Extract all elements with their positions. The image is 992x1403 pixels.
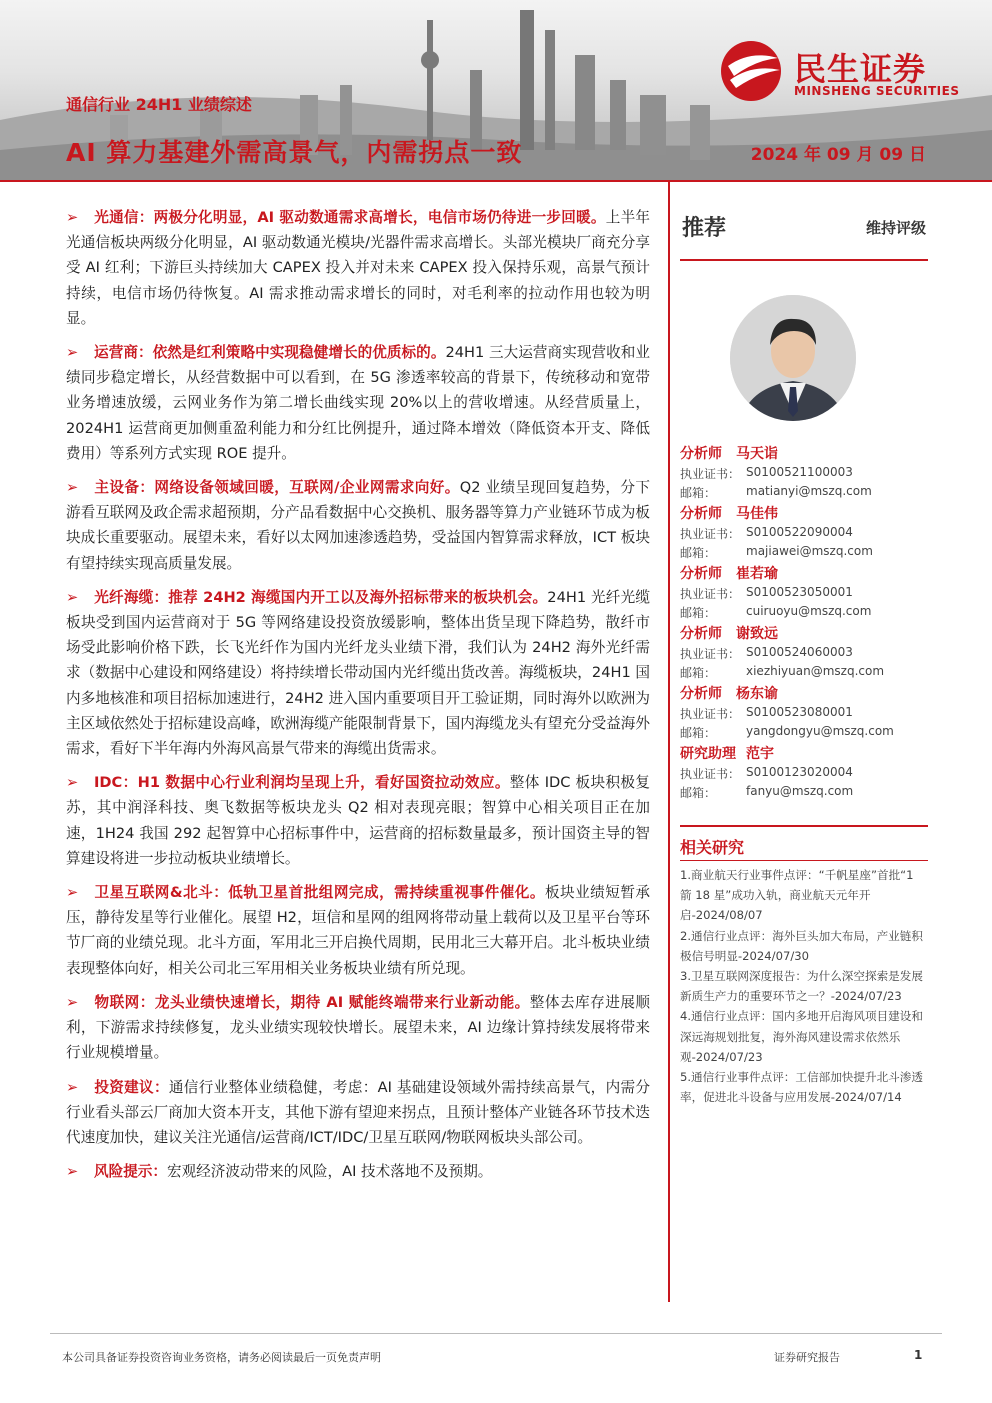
email-label: 邮箱： bbox=[680, 486, 717, 500]
analyst-entry bbox=[680, 563, 928, 623]
analyst-portrait-image bbox=[730, 295, 856, 421]
footer-report-type: 证券研究报告 bbox=[774, 1351, 840, 1364]
cert-label: 执业证书： bbox=[680, 587, 741, 601]
cert-number: S0100521100003 bbox=[746, 465, 853, 479]
analyst-email[interactable]: yangdongyu@mszq.com bbox=[746, 724, 894, 738]
analyst-role: 分析师 bbox=[680, 446, 722, 462]
analyst-name: 马天诣 bbox=[736, 446, 778, 462]
main-content bbox=[66, 205, 650, 1193]
analyst-name: 杨东谕 bbox=[736, 686, 778, 702]
paragraph-body: 整体 IDC 板块积极复苏，其中润泽科技、奥飞数据等板块龙头 Q2 相对表现亮眼；智算中心相关项目正在加速，1H24 我国 292 起智算中心招标事件中，运营商的招标数量最多，预计国资主导的智算建设将进一步拉动板块业绩增长。 bbox=[66, 774, 650, 867]
logo-english-name: MINSHENG SECURITIES bbox=[794, 84, 960, 98]
footer-disclaimer: 本公司具备证券投资咨询业务资格，请务必阅读最后一页免责声明 bbox=[62, 1351, 381, 1364]
analyst-role: 分析师 bbox=[680, 506, 722, 522]
analyst-role: 分析师 bbox=[680, 686, 722, 702]
bullet-arrow-icon: ➢ bbox=[66, 209, 79, 226]
analyst-list bbox=[680, 443, 928, 803]
rating-label: 推荐 bbox=[682, 216, 727, 241]
cert-label: 执业证书： bbox=[680, 647, 741, 661]
related-research bbox=[680, 825, 928, 1107]
paragraph-highlight: 主设备：网络设备领域回暖，互联网/企业网需求向好。 bbox=[94, 479, 460, 497]
analyst-entry bbox=[680, 743, 928, 803]
paragraph-highlight: 光通信：两极分化明显，AI 驱动数通需求高增长，电信市场仍待进一步回暖。 bbox=[94, 209, 606, 226]
analyst-email[interactable]: matianyi@mszq.com bbox=[746, 484, 872, 498]
paragraph-body: 宏观经济波动带来的风险，AI 技术落地不及预期。 bbox=[166, 1163, 493, 1181]
footer-divider bbox=[50, 1333, 942, 1334]
report-date: 2024 年 09 月 09 日 bbox=[750, 145, 926, 165]
cert-label: 执业证书： bbox=[680, 767, 741, 781]
sidebar bbox=[680, 205, 928, 1105]
email-label: 邮箱： bbox=[680, 546, 717, 560]
paragraph-highlight: 风险提示： bbox=[94, 1163, 167, 1181]
paragraph-body: 整体去库存进展顺利，下游需求持续修复，龙头业绩实现较快增长。展望未来，AI 边缘计算持续发展将带来行业规模增量。 bbox=[66, 993, 650, 1062]
header-banner bbox=[0, 0, 992, 180]
analyst-name: 谢致远 bbox=[736, 626, 778, 642]
paragraph-body: 上半年光通信板块两级分化明显，AI 驱动数通光模块/光器件需求高增长。头部光模块厂商充分享受 AI 红利；下游巨头持续加大 CAPEX 投入并对未来 CAPEX 投入保持乐观，高景气预计持续，电信市场仍待恢复。AI 需求推动需求增长的同时，对毛利率的拉动作用也较为明显。 bbox=[66, 209, 650, 327]
paragraph-body: 24H1 光纤光缆板块受到国内运营商对于 5G 等网络建设投资放缓影响，整体出货呈现下降趋势，散纤市场受此影响价格下跌，长飞光纤作为国内光纤龙头业绩下滑，我们认为 24H2 海外光纤需求（数据中心建设和网络建设）将持续增长带动国内光纤缆出货改善。海缆板块，24H1 国内多地核准和项目招标加速进行，24H2 进入国内重要项目开工验证期，同时海外以欧洲为主区域依然处于招标建设高峰，欧洲海缆产能限制背景下，国内海缆龙头有望充分受益海外需求，看好下半年海内外海风高景气带来的海缆出货需求。 bbox=[66, 588, 650, 758]
header-divider bbox=[0, 180, 992, 182]
analyst-email[interactable]: cuiruoyu@mszq.com bbox=[746, 604, 872, 618]
analyst-name: 崔若瑜 bbox=[736, 566, 778, 582]
analyst-name: 范宇 bbox=[746, 746, 774, 762]
cert-number: S0100523050001 bbox=[746, 585, 853, 599]
cert-number: S0100523080001 bbox=[746, 705, 853, 719]
paragraph-highlight: 投资建议： bbox=[94, 1078, 169, 1096]
research-item[interactable]: 3.卫星互联网深度报告：为什么深空探索是发展新质生产力的重要环节之一？-2024/07/23 bbox=[680, 969, 923, 1004]
paragraph-optical bbox=[66, 205, 650, 331]
rating-box bbox=[680, 205, 928, 261]
paragraph-investment bbox=[66, 1075, 650, 1151]
research-item[interactable]: 5.通信行业事件点评：工信部加快提升北斗渗透率，促进北斗设备与应用发展-2024/07/14 bbox=[680, 1070, 923, 1105]
cert-label: 执业证书： bbox=[680, 707, 741, 721]
paragraph-body: 通信行业整体业绩稳健，考虑：AI 基础建设领域外需持续高景气，内需分行业看头部云厂商加大资本开支，其他下游有望迎来拐点，且预计整体产业链各环节技术迭代速度加快，建议关注光通信/运营商/ICT/IDC/卫星互联网/物联网板块头部公司。 bbox=[66, 1078, 650, 1146]
column-divider bbox=[668, 182, 670, 1302]
cert-label: 执业证书： bbox=[680, 527, 741, 541]
analyst-role: 分析师 bbox=[680, 566, 722, 582]
cert-number: S0100524060003 bbox=[746, 645, 853, 659]
email-label: 邮箱： bbox=[680, 726, 717, 740]
bullet-arrow-icon: ➢ bbox=[66, 344, 79, 362]
email-label: 邮箱： bbox=[680, 666, 717, 680]
email-label: 邮箱： bbox=[680, 786, 717, 800]
analyst-entry bbox=[680, 683, 928, 743]
research-item[interactable]: 4.通信行业点评：国内多地开启海风项目建设和深远海规划批复，海外海风建设需求依然乐观-2024/07/23 bbox=[680, 1009, 923, 1064]
cert-number: S0100522090004 bbox=[746, 525, 853, 539]
research-item[interactable]: 2.通信行业点评：海外巨头加大布局，产业链积极信号明显-2024/07/30 bbox=[680, 928, 923, 963]
cert-label: 执业证书： bbox=[680, 467, 741, 481]
research-list bbox=[680, 865, 928, 1107]
paragraph-highlight: 运营商：依然是红利策略中实现稳健增长的优质标的。 bbox=[94, 344, 446, 362]
research-title: 相关研究 bbox=[680, 835, 928, 861]
analyst-role: 研究助理 bbox=[680, 746, 736, 762]
analyst-name: 马佳伟 bbox=[736, 506, 778, 522]
paragraph-body: Q2 业绩呈现回复趋势，分下游看互联网及政企需求超预期，分产品看数据中心交换机、服务器等算力产业链环节成为板块成长重要驱动。展望未来，看好以太网加速渗透趋势，受益国内智算需求释放，ICT 板块有望持续实现高质量发展。 bbox=[66, 479, 650, 572]
analyst-entry bbox=[680, 623, 928, 683]
paragraph-fiber-cable bbox=[66, 585, 650, 761]
analyst-email[interactable]: majiawei@mszq.com bbox=[746, 544, 873, 558]
bullet-arrow-icon: ➢ bbox=[66, 774, 79, 792]
analyst-email[interactable]: fanyu@mszq.com bbox=[746, 784, 854, 798]
analyst-entry bbox=[680, 443, 928, 503]
bullet-arrow-icon: ➢ bbox=[66, 1078, 79, 1096]
research-divider bbox=[680, 825, 928, 827]
bullet-arrow-icon: ➢ bbox=[66, 588, 79, 606]
email-label: 邮箱： bbox=[680, 606, 717, 620]
paragraph-satellite bbox=[66, 880, 650, 981]
report-subtitle: 通信行业 24H1 业绩综述 bbox=[66, 95, 252, 114]
bullet-arrow-icon: ➢ bbox=[66, 993, 79, 1011]
paragraph-highlight: 光纤海缆：推荐 24H2 海缆国内开工以及海外招标带来的板块机会。 bbox=[94, 588, 548, 606]
analyst-role: 分析师 bbox=[680, 626, 722, 642]
paragraph-equipment bbox=[66, 475, 650, 576]
paragraph-risk bbox=[66, 1159, 650, 1184]
paragraph-idc bbox=[66, 770, 650, 871]
page-number: 1 bbox=[914, 1348, 923, 1362]
paragraph-body: 24H1 三大运营商实现营收和业绩同步稳定增长，从经营数据中可以看到，在 5G 渗透率较高的背景下，传统移动和宽带业务增速放缓，云网业务作为第二增长曲线实现 20%以上的营收增速。从经营质量上，2024H1 运营商更加侧重盈利能力和分红比例提升，通过降本增效（降低资本开支、降低费用）等系列方式实现 ROE 提升。 bbox=[66, 344, 650, 462]
paragraph-highlight: IDC：H1 数据中心行业利润均呈现上升，看好国资拉动效应。 bbox=[94, 774, 510, 792]
paragraph-iot bbox=[66, 990, 650, 1066]
paragraph-highlight: 物联网：龙头业绩快速增长，期待 AI 赋能终端带来行业新动能。 bbox=[94, 993, 530, 1011]
bullet-arrow-icon: ➢ bbox=[66, 479, 79, 497]
rating-maintain-label: 维持评级 bbox=[865, 219, 926, 237]
analyst-entry bbox=[680, 503, 928, 563]
logo-chinese-name: 民生证券 bbox=[794, 50, 927, 88]
paragraph-operator bbox=[66, 340, 650, 466]
minsheng-logo bbox=[720, 40, 970, 104]
bullet-arrow-icon: ➢ bbox=[66, 884, 79, 902]
analyst-email[interactable]: xiezhiyuan@mszq.com bbox=[746, 664, 885, 678]
analyst-photo bbox=[730, 295, 856, 421]
paragraph-highlight: 卫星互联网&北斗：低轨卫星首批组网完成，需持续重视事件催化。 bbox=[94, 884, 545, 902]
research-item[interactable]: 1.商业航天行业事件点评：“千帆星座”首批“1 箭 18 星”成功入轨，商业航天元年开启-2024/08/07 bbox=[680, 868, 914, 923]
paragraph-body: 板块业绩短暂承压，静待发星等行业催化。展望 H2，垣信和星网的组网将带动量上载荷以及卫星平台等环节厂商的业绩兑现。北斗方面，军用北三开启换代周期，民用北三大幕开启。北斗板块业绩表现整体向好，相关公司北三军用相关业务板块业绩有所兑现。 bbox=[66, 884, 650, 977]
bullet-arrow-icon: ➢ bbox=[66, 1163, 79, 1181]
report-title: AI 算力基建外需高景气，内需拐点一致 bbox=[66, 138, 523, 167]
minsheng-logo-mark-icon bbox=[720, 40, 786, 102]
cert-number: S0100123020004 bbox=[746, 765, 853, 779]
